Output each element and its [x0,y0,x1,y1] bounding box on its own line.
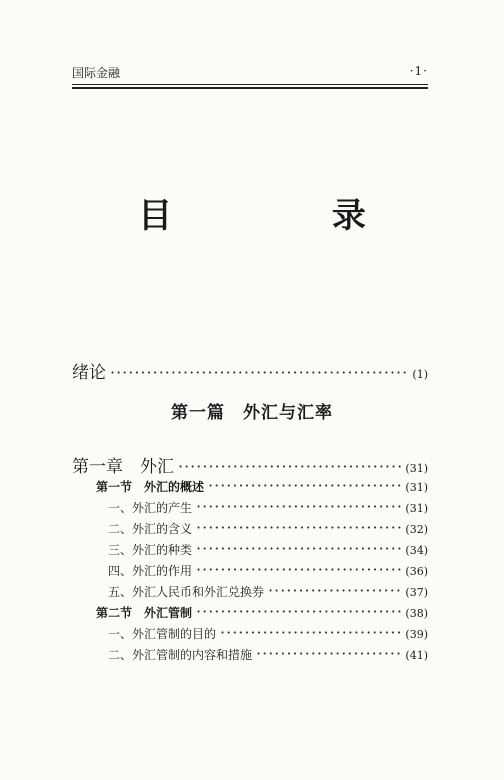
dot-leader [178,457,401,476]
toc-label: 五、外汇人民币和外汇兑换券 [108,585,265,599]
part-title: 第一篇 外汇与汇率 [171,403,333,423]
book-title: 国际金融 [72,66,121,80]
dot-leader [196,602,401,621]
toc-entry-subsection[interactable] [108,644,428,663]
toc-label: 一、外汇管制的目的 [108,627,217,641]
toc-page: (39) [405,628,428,641]
dot-leader [196,539,401,558]
dot-leader [196,497,401,516]
toc-label: 第二节 外汇管制 [96,606,193,620]
page-number: ·1· [409,64,428,78]
toc-label: 二、外汇管制的内容和措施 [108,648,253,662]
toc-label: 一、外汇的产生 [108,501,193,515]
toc-label: 第一节 外汇的概述 [96,480,205,494]
toc-page: (31) [405,502,428,515]
dot-leader [196,518,401,537]
dot-leader [256,644,401,663]
dot-leader [208,476,401,495]
toc-page: (1) [412,368,428,381]
page-title: 目 录 [138,196,440,236]
toc-label: 三、外汇的种类 [108,543,193,557]
toc-label: 绪论 [72,363,106,383]
toc-entry-subsection[interactable] [108,623,428,642]
toc-label: 二、外汇的含义 [108,522,193,536]
toc-page: (32) [405,523,428,536]
toc-entry-subsection[interactable] [108,581,428,600]
toc-page: (41) [405,649,428,662]
dot-leader [220,623,401,642]
toc-page: (34) [405,544,428,557]
toc-entry-subsection[interactable] [108,497,428,516]
dot-leader [268,581,401,600]
dot-leader [110,363,408,382]
toc-entry-section[interactable] [96,476,428,495]
toc-label: 四、外汇的作用 [108,564,193,578]
toc-entry-section[interactable] [96,602,428,621]
header-rule-thin [72,84,428,85]
dot-leader [196,560,401,579]
toc-entry-subsection[interactable] [108,518,428,537]
toc-entry-chapter[interactable] [72,452,428,477]
toc-label: 第一章 外汇 [72,457,174,477]
toc-page: (31) [405,481,428,494]
toc-page: (38) [405,607,428,620]
toc-page: (36) [405,565,428,578]
toc-entry-subsection[interactable] [108,560,428,579]
toc-page: (37) [405,586,428,599]
header-rule-thick [72,87,428,89]
toc-page: (31) [405,462,428,475]
toc-entry-intro[interactable] [72,358,428,383]
toc-entry-subsection[interactable] [108,539,428,558]
